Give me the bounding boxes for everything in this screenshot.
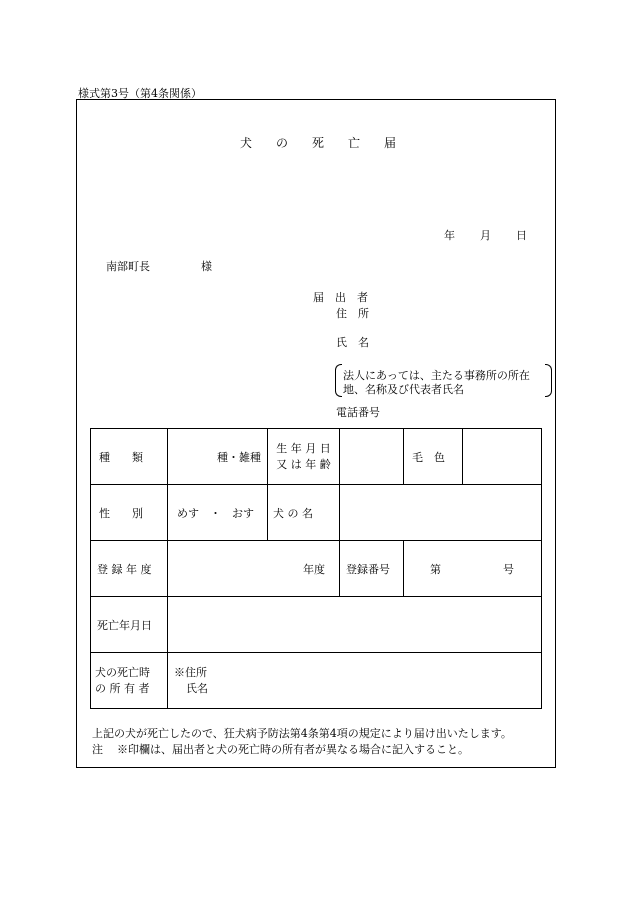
dog-name-label: 犬 の 名 bbox=[273, 506, 313, 520]
applicant-phone-label: 電話番号 bbox=[336, 406, 380, 419]
applicant-address-label: 住 所 bbox=[336, 307, 369, 320]
reg-no-value-cell[interactable] bbox=[404, 541, 542, 597]
addressee-name: 南部町長 bbox=[106, 260, 150, 273]
coat-value-cell[interactable] bbox=[463, 429, 542, 485]
date-year[interactable]: 年 bbox=[444, 229, 455, 242]
corporate-note-line2: 地、名称及び代表者氏名 bbox=[343, 383, 464, 396]
applicant-name-label: 氏 名 bbox=[336, 336, 369, 349]
death-date-value-cell[interactable] bbox=[168, 597, 542, 653]
reg-year-label-cell bbox=[91, 541, 168, 597]
corporate-note-line1: 法人にあっては、主たる事務所の所在 bbox=[343, 369, 530, 382]
death-date-label-cell bbox=[91, 597, 168, 653]
sex-value-cell[interactable] bbox=[168, 485, 268, 541]
form-number: 様式第3号（第4条関係） bbox=[78, 87, 202, 100]
owner-label-line1: 犬の死亡時 bbox=[95, 665, 150, 679]
coat-label-cell bbox=[404, 429, 463, 485]
birth-label-line2: 又 は 年 齢 bbox=[276, 457, 331, 471]
table-row-breed bbox=[91, 429, 542, 485]
corporate-note-left-brace bbox=[335, 364, 342, 397]
date-month[interactable]: 月 bbox=[480, 229, 491, 242]
breed-value: 種・雑種 bbox=[217, 450, 261, 464]
reg-no-label-cell bbox=[340, 541, 404, 597]
footer-statement: 上記の犬が死亡したので、狂犬病予防法第4条第4項の規定により届け出いたします。 bbox=[92, 727, 512, 740]
birth-label-line1: 生 年 月 日 bbox=[276, 441, 331, 455]
reg-no-label: 登録番号 bbox=[346, 562, 390, 576]
table-row-owner bbox=[91, 653, 542, 709]
reg-year-suffix: 年度 bbox=[303, 562, 325, 576]
reg-year-label: 登 録 年 度 bbox=[97, 562, 152, 576]
sex-label-cell bbox=[91, 485, 168, 541]
birth-label-cell bbox=[268, 429, 340, 485]
dog-info-table bbox=[90, 428, 542, 709]
owner-value-cell[interactable] bbox=[168, 653, 542, 709]
breed-label: 種 類 bbox=[99, 450, 143, 464]
reg-no-prefix: 第 bbox=[430, 562, 441, 576]
table-row-sex bbox=[91, 485, 542, 541]
form-title: 犬 の 死 亡 届 bbox=[240, 136, 397, 150]
owner-label-line2: の 所 有 者 bbox=[95, 681, 150, 695]
owner-label-cell bbox=[91, 653, 168, 709]
footer-note-text: ※印欄は、届出者と犬の死亡時の所有者が異なる場合に記入すること。 bbox=[117, 743, 469, 756]
table-row-registration bbox=[91, 541, 542, 597]
sex-label: 性 別 bbox=[99, 506, 143, 520]
breed-label-cell bbox=[91, 429, 168, 485]
owner-name-label: 氏名 bbox=[186, 681, 208, 695]
date-day[interactable]: 日 bbox=[516, 229, 527, 242]
addressee-honorific: 様 bbox=[201, 260, 212, 273]
dog-name-value-cell[interactable] bbox=[340, 485, 542, 541]
reg-no-suffix: 号 bbox=[503, 562, 514, 576]
reg-year-value-cell[interactable] bbox=[168, 541, 340, 597]
breed-value-cell[interactable] bbox=[168, 429, 268, 485]
death-date-label: 死亡年月日 bbox=[97, 618, 152, 632]
corporate-note-right-brace bbox=[545, 364, 552, 397]
footer-note-label: 注 bbox=[92, 743, 103, 756]
dog-name-label-cell bbox=[268, 485, 340, 541]
table-row-death-date bbox=[91, 597, 542, 653]
birth-value-cell[interactable] bbox=[340, 429, 404, 485]
applicant-heading: 届 出 者 bbox=[313, 291, 368, 304]
owner-address-label: ※住所 bbox=[174, 665, 207, 679]
sex-options: めす ・ おす bbox=[177, 506, 254, 520]
coat-label: 毛 色 bbox=[412, 450, 445, 464]
